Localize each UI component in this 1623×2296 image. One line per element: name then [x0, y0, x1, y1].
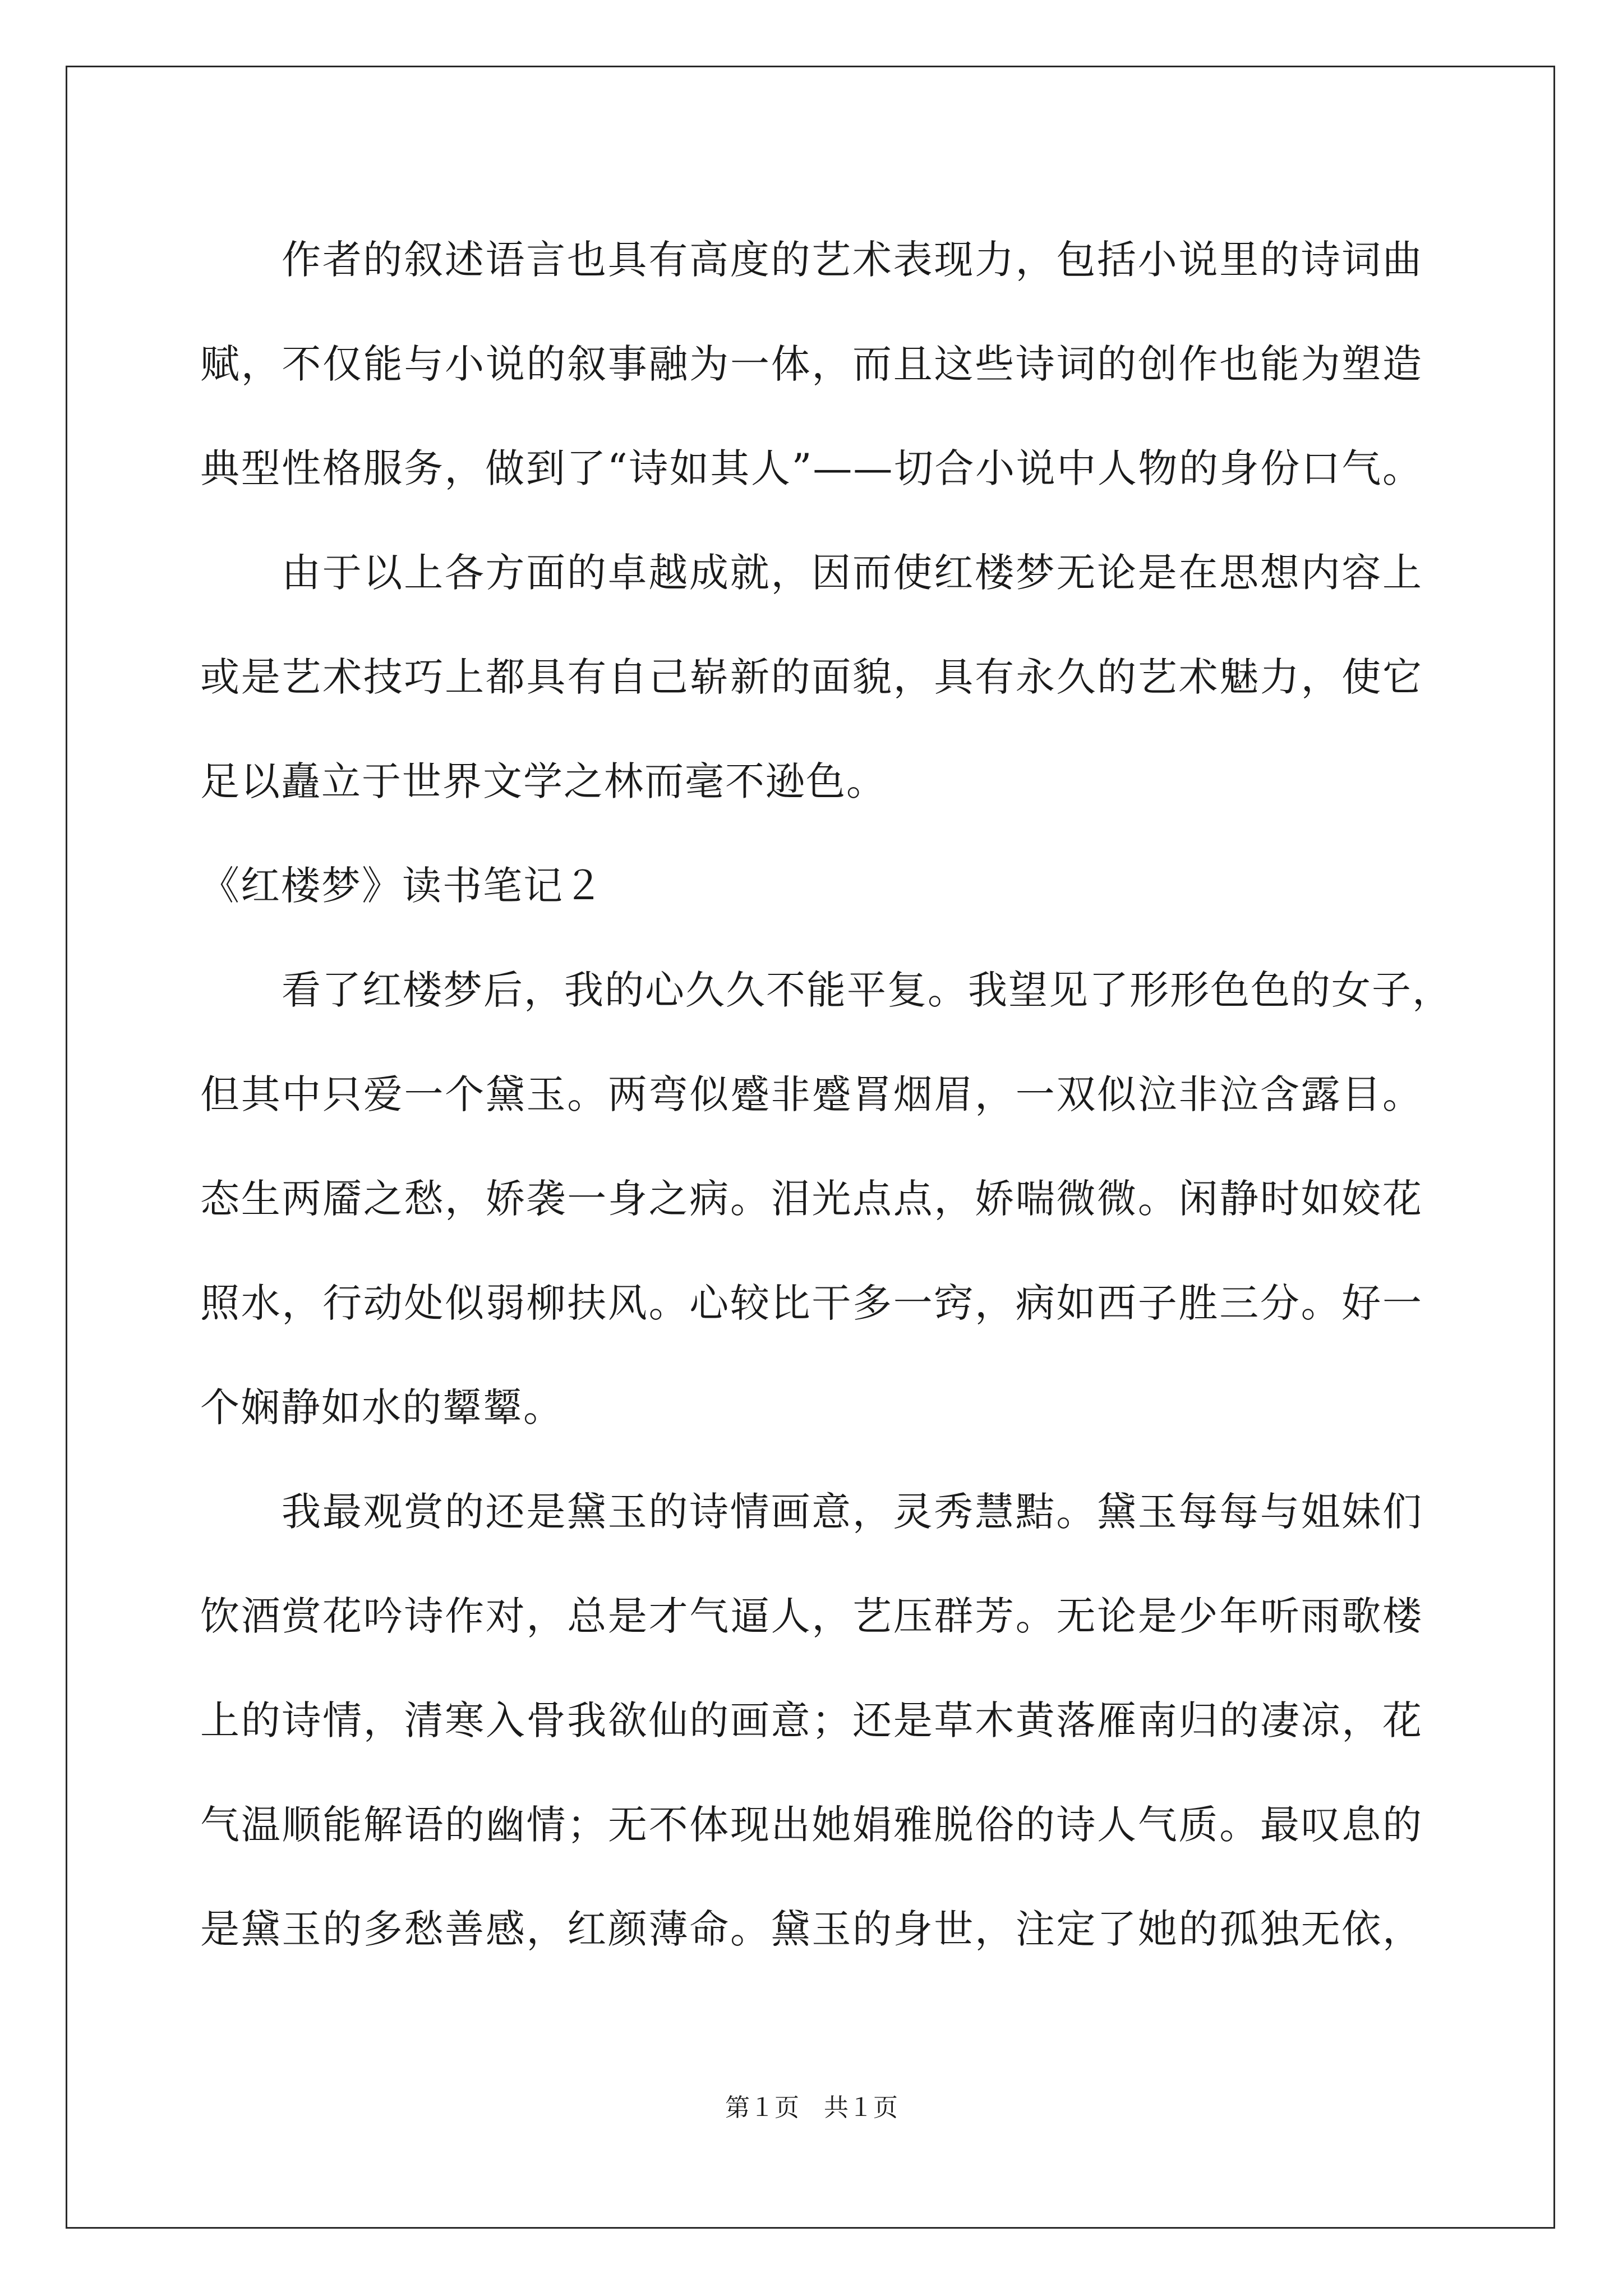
paragraph-line: 是黛玉的多愁善感，红颜薄命。黛玉的身世，注定了她的孤独无依， [200, 1906, 1423, 1952]
paragraph-line: 气温顺能解语的幽情；无不体现出她娟雅脱俗的诗人气质。最叹息的 [200, 1802, 1423, 1848]
paragraph-line: 作者的叙述语言也具有高度的艺术表现力，包括小说里的诗词曲 [282, 237, 1423, 283]
paragraph-line: 典型性格服务，做到了“诗如其人”——切合小说中人物的身份口气。 [200, 445, 1423, 491]
paragraph-line: 饮酒赏花吟诗作对，总是才气逼人，艺压群芳。无论是少年听雨歌楼 [200, 1593, 1423, 1639]
page-number: 第１页 共１页 [725, 2093, 898, 2122]
paragraph-line: 个娴静如水的颦颦。 [200, 1384, 564, 1430]
paragraph-line: 但其中只爱一个黛玉。两弯似蹙非蹙罥烟眉，一双似泣非泣含露目。 [200, 1071, 1423, 1117]
paragraph-line: 我最观赏的还是黛玉的诗情画意，灵秀慧黠。黛玉每每与姐妹们 [282, 1489, 1423, 1535]
paragraph-line: 由于以上各方面的卓越成就，因而使红楼梦无论是在思想内容上 [282, 550, 1423, 596]
paragraph-line: 足以矗立于世界文学之林而毫不逊色。 [200, 758, 887, 804]
paragraph-line: 态生两靥之愁，娇袭一身之病。泪光点点，娇喘微微。闲静时如姣花 [200, 1176, 1423, 1222]
paragraph-line: 上的诗情，清寒入骨我欲仙的画意；还是草木黄落雁南归的凄凉，花 [200, 1697, 1423, 1743]
paragraph-line: 赋，不仅能与小说的叙事融为一体，而且这些诗词的创作也能为塑造 [200, 341, 1423, 387]
paragraph-line: 看了红楼梦后，我的心久久不能平复。我望见了形形色色的女子， [282, 967, 1453, 1013]
paragraph-line: 或是艺术技巧上都具有自己崭新的面貌，具有永久的艺术魅力，使它 [200, 654, 1423, 700]
section-heading: 《红楼梦》读书笔记２ [200, 863, 604, 909]
paragraph-line: 照水，行动处似弱柳扶风。心较比干多一窍，病如西子胜三分。好一 [200, 1280, 1423, 1326]
document-body [200, 208, 1453, 1981]
